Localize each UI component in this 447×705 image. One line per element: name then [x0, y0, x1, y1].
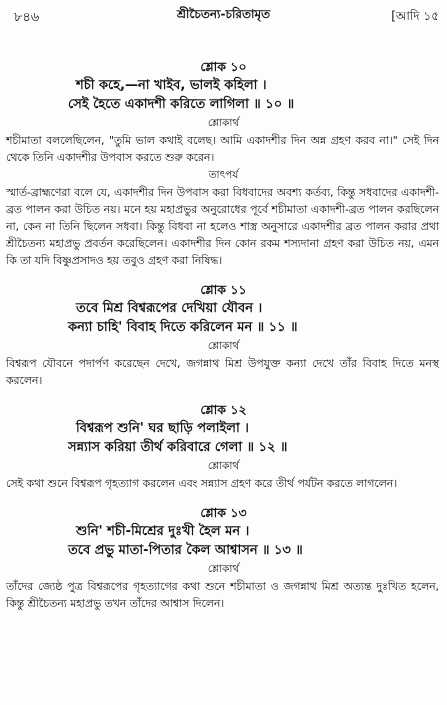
verse-line: শুনি' শচী-মিশ্রের দুঃখী হৈল মন । [76, 524, 250, 539]
translation-label: শ্লোকার্থ [207, 460, 240, 472]
verse-line: তবে প্রভু মাতা-পিতার কৈল আশ্বাসন ॥ ১৩ ॥ [68, 543, 303, 558]
verse-heading: শ্লোক ১২ [200, 402, 247, 417]
translation-text: সেই কথা শুনে বিশ্বরূপ গৃহত্যাগ করলেন এবং সন্ন্যাস গ্রহণ করে তীর্থ পর্যটন করতে লাগলেন। [6, 477, 398, 490]
translation-text: তাঁদের জ্যেষ্ঠ পুত্র বিশ্বরূপের গৃহত্যাগের কথা শুনে শচীমাতা ও জগন্নাথ মিশ্র অত্যন্ত দুঃখিত হলেন, কিন্তু শ্রীচৈতন্য মহাপ্রভু তখন তাঁদের আশ্বাস দিলেন। [6, 580, 439, 610]
verse-line: সেই হৈতে একাদশী করিতে লাগিলা ॥ ১০ ॥ [68, 97, 295, 112]
verse-heading: শ্লোক ১১ [200, 282, 247, 297]
verse-line: তবে মিশ্র বিশ্বরূপের দেখিয়া যৌবন । [76, 301, 263, 316]
verse-section-12 [0, 401, 447, 492]
page-number: ৮৪৬ [14, 10, 40, 25]
verse-line: কন্যা চাহি' বিবাহ দিতে করিলেন মন ॥ ১১ ॥ [68, 320, 298, 335]
verse-section-13 [0, 504, 447, 612]
verse-heading: শ্লোক ১৩ [200, 505, 247, 520]
page-header [0, 0, 447, 32]
translation-label: শ্লোকার্থ [207, 340, 240, 352]
page-body [0, 55, 447, 612]
purport-text: স্মার্ত-ব্রাহ্মণেরা বলে যে, একাদশীর দিন উপবাস করা বিধবাদের অবশ্য কর্তব্য, কিন্তু সধবাদের একাদশী-ব্রত পালন করা উচিত নয়। মনে হয় মহাপ্রভুর অনুরোধের পূর্বে শচীমাতা একাদশী-ব্রত পালন করছিলেন না, কেন না তিনি ছিলেন সধবা। কিন্তু বিধবা না হলেও শাস্ত্র অনুসারে একাদশীর ব্রত পালন করার প্রথা শ্রীচৈতন্য মহাপ্রভু প্রবর্তন করেছিলেন। একাদশীর দিন কোন রকম শস্যদানা গ্রহণ করা উচিত নয়, এমন কি তা যদি বিষ্ণুপ্রসাদও হয় তবুও গ্রহণ করা নিষিদ্ধ। [6, 186, 439, 267]
verse-section-11 [0, 281, 447, 389]
translation-text: বিশ্বরূপ যৌবনে পদার্পণ করেছেন দেখে, জগন্নাথ মিশ্র উপযুক্ত কন্যা দেখে তাঁর বিবাহ দিতে মনস্থ করলেন। [6, 357, 439, 387]
running-title: শ্রীচৈতন্য-চরিতামৃত [176, 7, 271, 21]
translation-label: শ্লোকার্থ [207, 563, 240, 575]
translation-text: শচীমাতা বললেছিলেন, "তুমি ভাল কথাই বলেছ। আমি একাদশীর দিন অন্ন গ্রহণ করব না।" সেই দিন থেকে তিনি একাদশীর উপবাস করতে শুরু করেন। [6, 134, 439, 164]
verse-section-10 [0, 58, 447, 269]
verse-line: বিশ্বরূপ শুনি' ঘর ছাড়ি পলাইলা । [76, 421, 249, 436]
purport-label: তাৎপর্য [208, 169, 239, 181]
chapter-reference: [আদি ১৫ [391, 9, 439, 23]
verse-line: শচী কহে,—না খাইব, ভালই কহিলা । [76, 78, 267, 93]
translation-label: শ্লোকার্থ [207, 117, 240, 129]
verse-line: সন্ন্যাস করিয়া তীর্থ করিবারে গেলা ॥ ১২ ॥ [68, 440, 288, 455]
verse-heading: শ্লোক ১০ [200, 59, 247, 74]
